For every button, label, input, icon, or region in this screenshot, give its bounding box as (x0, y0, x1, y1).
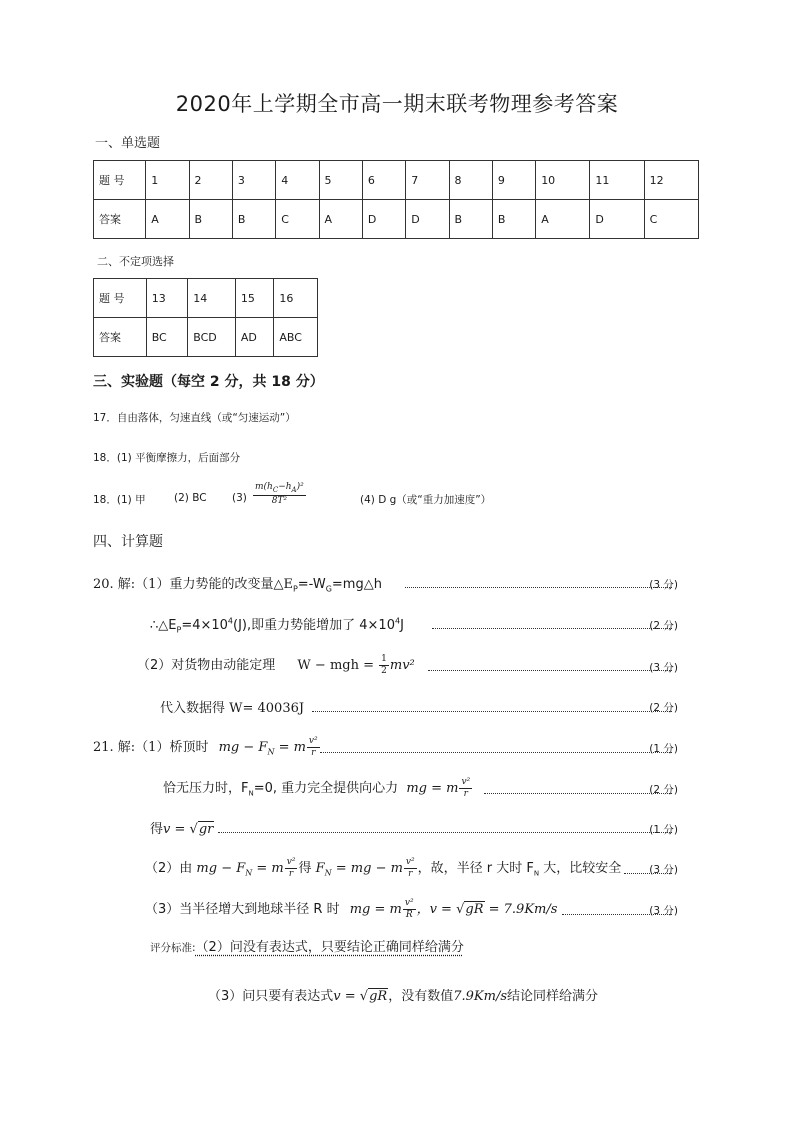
q21-line2-text: 恰无压力时，F (163, 781, 249, 796)
frac-denominator: 8T² (271, 495, 288, 506)
row-label-question: 题 号 (94, 279, 147, 318)
q21-eq: F (315, 861, 325, 876)
table-cell: B (492, 200, 535, 239)
subscript: C (272, 485, 279, 494)
q21-line1 (93, 736, 321, 758)
frac-denominator: R (405, 910, 413, 920)
q21-line2 (163, 777, 473, 799)
table-row-numbers (94, 161, 699, 200)
frac-denominator: r (311, 748, 316, 758)
table-cell: ABC (274, 318, 318, 357)
q17-answer: 17．自由落体，匀速直线（或“匀速运动”） (93, 412, 296, 424)
fraction (253, 483, 306, 506)
table-cell: C (276, 200, 319, 239)
table-cell: 14 (188, 279, 236, 318)
q21-line4-end: ，故，半径 r 大时 F (417, 861, 534, 876)
frac-numerator: 1 (381, 654, 387, 664)
q21-eq: ，v = (416, 902, 457, 917)
q20-equation-right: mv² (389, 658, 415, 673)
table-cell: 12 (644, 161, 698, 200)
q20-line2-end: J (400, 618, 404, 633)
score-label: (2 分) (649, 620, 678, 632)
q18-answer-a: 18．(1) 平衡摩擦力，后面部分 (93, 452, 241, 464)
table-cell: 11 (590, 161, 644, 200)
q20-line1 (93, 573, 382, 594)
q18-answer-b4: (4) D g（或“重力加速度”） (360, 494, 492, 506)
leader-dots (405, 587, 672, 588)
frac-denominator: r (288, 869, 294, 879)
q21-eq2: = m (274, 740, 306, 755)
table-cell: 13 (146, 279, 188, 318)
sqrt: √gR (359, 989, 388, 1004)
table-cell: D (362, 200, 405, 239)
table-cell: C (644, 200, 698, 239)
score-label: (3 分) (649, 662, 678, 674)
score-label: (3 分) (649, 905, 678, 917)
grading-standard-1 (150, 936, 464, 955)
grading-standard-text: ，没有数值 (388, 989, 454, 1004)
q21-eq: mg − F (196, 861, 246, 876)
radicand: gR (465, 902, 484, 917)
q18-formula (252, 483, 307, 506)
fraction (459, 778, 472, 799)
q20-line1-text: 20. 解:（1）重力势能的改变量△E (93, 577, 293, 592)
subscript: N (245, 868, 253, 878)
subscript: N (324, 868, 332, 878)
q20-line3-text: （2）对货物由动能定理 (137, 658, 276, 673)
q20-line2-mid: =4×10 (181, 618, 228, 633)
table-cell: B (449, 200, 492, 239)
fraction (285, 858, 298, 879)
table-cell: AD (235, 318, 274, 357)
q21-line3-text: 得 (150, 822, 164, 837)
q20-line2-text: ∴△E (150, 618, 177, 633)
superscript: 4 (227, 616, 234, 626)
frac-numerator: v² (404, 898, 414, 908)
section3-heading: 三、实验题（每空 2 分，共 18 分） (93, 374, 324, 390)
q21-line3 (150, 818, 214, 837)
subscript: N (533, 869, 540, 878)
grading-standard-text: （3）问只要有表达式 (208, 989, 334, 1004)
table-row-answers (94, 200, 699, 239)
table-cell: 16 (274, 279, 318, 318)
table-cell: B (189, 200, 232, 239)
q21-line4-end2: 大，比较安全 (539, 861, 622, 876)
std-value: 7.9Km/s (453, 989, 507, 1004)
single-choice-table (93, 160, 699, 239)
q20-line2-mid2: (J),即重力势能增加了 4×10 (233, 618, 395, 633)
table-cell: BCD (188, 318, 236, 357)
score-label: (3 分) (649, 864, 678, 876)
frac-denominator: 2 (381, 666, 387, 676)
table-cell: D (590, 200, 644, 239)
frac-denominator: r (408, 869, 413, 879)
leader-dots (218, 832, 672, 833)
table-cell: 1 (146, 161, 189, 200)
row-label-answer: 答案 (94, 200, 146, 239)
q21-line4-text: （2）由 (145, 861, 193, 876)
q18-answer-b3-label: (3) (232, 492, 247, 504)
q21-eq: mg − F (218, 740, 268, 755)
fraction (379, 655, 389, 676)
grading-standard-2 (208, 985, 598, 1004)
table-cell: A (536, 200, 590, 239)
q20-line4: 代入数据得 W= 40036J (160, 701, 305, 716)
score-label: (2 分) (649, 784, 678, 796)
fraction (307, 737, 320, 758)
table-row-answers (94, 318, 318, 357)
subscript: N (267, 747, 275, 757)
q21-line1-text: 21. 解:（1）桥顶时 (93, 740, 209, 755)
q21-eq: = 7.9Km/s (484, 902, 558, 917)
q21-line5 (145, 898, 557, 920)
sqrt: √gr (189, 822, 214, 837)
radicand: gr (198, 822, 214, 837)
table-cell: 5 (319, 161, 362, 200)
fraction (403, 899, 416, 920)
leader-dots (484, 793, 672, 794)
radicand: gR (369, 989, 388, 1004)
grading-standard-text: 结论同样给满分 (507, 989, 599, 1004)
frac-numerator-mid: −h (278, 482, 292, 492)
q21-eq: mg = m (349, 902, 402, 917)
q20-line1-mid: =-W (297, 577, 326, 592)
table-cell: 3 (232, 161, 275, 200)
table-cell: A (146, 200, 189, 239)
superscript: 4 (394, 616, 401, 626)
leader-dots (312, 711, 672, 712)
q21-eq: mg = m (406, 781, 459, 796)
subscript: P (176, 625, 182, 635)
frac-numerator: m(h (255, 482, 273, 492)
table-cell: BC (146, 318, 188, 357)
q18-answer-b1: 18．(1) 甲 (93, 494, 146, 506)
score-label: (2 分) (649, 702, 678, 714)
table-cell: 15 (235, 279, 274, 318)
q21-line4-mid: 得 (298, 861, 312, 876)
row-label-question: 题 号 (94, 161, 146, 200)
q20-equation-left: W − mgh = (297, 658, 374, 673)
table-cell: 7 (406, 161, 449, 200)
score-label: (1 分) (649, 824, 678, 836)
q20-line3 (137, 654, 415, 676)
q21-line2-text2: =0, 重力完全提供向心力 (253, 781, 399, 796)
frac-numerator: v² (286, 857, 296, 867)
table-cell: 8 (449, 161, 492, 200)
q21-line5-text: （3）当半径增大到地球半径 R 时 (145, 902, 340, 917)
q20-line2 (150, 614, 404, 635)
page-title: 2020年上学期全市高一期末联考物理参考答案 (175, 92, 619, 116)
frac-numerator: v² (405, 857, 415, 867)
q18-answer-b2: (2) BC (174, 492, 207, 504)
leader-dots (320, 752, 672, 753)
leader-dots (432, 628, 672, 629)
table-cell: 10 (536, 161, 590, 200)
fraction (404, 858, 417, 879)
table-cell: A (319, 200, 362, 239)
row-label-answer: 答案 (94, 318, 147, 357)
q21-eq: v = (163, 822, 190, 837)
frac-numerator: v² (308, 736, 318, 746)
section2-heading: 二、不定项选择 (97, 255, 174, 268)
frac-numerator: v² (461, 777, 471, 787)
table-cell: D (406, 200, 449, 239)
section1-heading: 一、单选题 (95, 136, 161, 151)
sqrt: √gR (456, 902, 484, 917)
score-label: (1 分) (649, 743, 678, 755)
q21-line4 (145, 857, 621, 879)
subscript: N (248, 789, 254, 798)
subscript: A (291, 485, 297, 494)
q21-eq: = mg − m (331, 861, 403, 876)
frac-numerator-end: )² (296, 482, 304, 492)
std-eq: v = (333, 989, 360, 1004)
subscript: P (292, 584, 298, 594)
table-cell: 4 (276, 161, 319, 200)
grading-standard-text: （2）问没有表达式，只要结论正确同样给满分 (195, 940, 464, 955)
leader-dots (428, 670, 672, 671)
section4-heading: 四、计算题 (93, 534, 163, 550)
frac-denominator: r (463, 789, 468, 799)
table-cell: B (232, 200, 275, 239)
score-label: (3 分) (649, 579, 678, 591)
table-cell: 6 (362, 161, 405, 200)
subscript: G (325, 584, 332, 594)
grading-standard-label: 评分标准: (150, 942, 196, 954)
q21-eq: = m (252, 861, 284, 876)
multi-choice-table (93, 278, 318, 357)
table-cell: 2 (189, 161, 232, 200)
q20-line1-end: =mg△h (331, 577, 382, 592)
table-cell: 9 (492, 161, 535, 200)
table-row-numbers (94, 279, 318, 318)
